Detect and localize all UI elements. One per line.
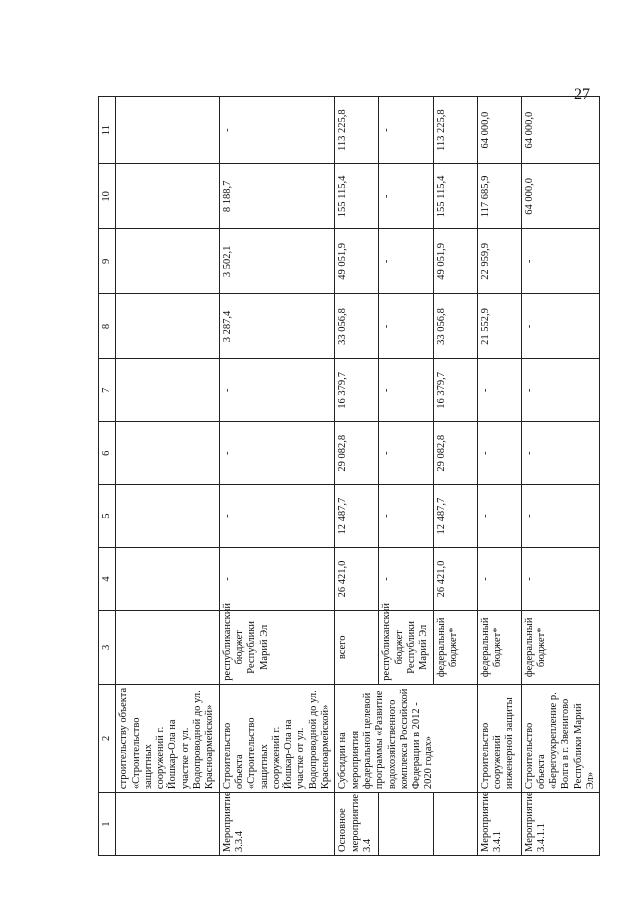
value-cell: 64 000,0 (477, 97, 521, 164)
value-cell: - (521, 485, 600, 548)
value-cell: 49 051,9 (433, 229, 477, 294)
value-cell (116, 229, 219, 294)
col-header: 1 (99, 793, 116, 856)
funding-source: федеральный бюджет* (477, 610, 521, 684)
value-cell: - (379, 294, 433, 359)
col-header: 7 (99, 359, 116, 422)
table-row (219, 97, 335, 856)
value-cell: 16 379,7 (335, 359, 379, 422)
measure-code: Мероприятие 3.4.1 (477, 793, 521, 856)
funding-source (116, 610, 219, 684)
col-header: 5 (99, 485, 116, 548)
col-header: 11 (99, 97, 116, 164)
value-cell: - (477, 548, 521, 611)
value-cell: - (219, 422, 335, 485)
value-cell: 64 000,0 (521, 164, 600, 229)
value-cell (116, 422, 219, 485)
measure-code (433, 793, 477, 856)
col-header: 8 (99, 294, 116, 359)
measure-name: строительству объекта «Строительство защитных сооружений г. Йошкар-Ола на участке от ул. Водопроводной до ул. Красноармейской» (116, 684, 219, 792)
value-cell: - (379, 229, 433, 294)
value-cell: 49 051,9 (335, 229, 379, 294)
value-cell: 8 188,7 (219, 164, 335, 229)
value-cell: - (521, 548, 600, 611)
table-row (477, 97, 521, 856)
col-header: 10 (99, 164, 116, 229)
value-cell: 3 502,1 (219, 229, 335, 294)
value-cell: - (477, 485, 521, 548)
header-row (99, 97, 116, 856)
value-cell: - (379, 422, 433, 485)
value-cell: 29 082,8 (335, 422, 379, 485)
col-header: 4 (99, 548, 116, 611)
value-cell: 3 287,4 (219, 294, 335, 359)
value-cell: 12 487,7 (433, 485, 477, 548)
value-cell: - (379, 485, 433, 548)
col-header: 9 (99, 229, 116, 294)
value-cell: - (477, 422, 521, 485)
value-cell: - (219, 485, 335, 548)
value-cell: 113 225,8 (335, 97, 379, 164)
value-cell (116, 97, 219, 164)
measure-name: Строительство объекта «Берегоукрепление р. Волга в г. Звенигово Республики Марий Эл» (521, 684, 600, 792)
col-header: 3 (99, 610, 116, 684)
value-cell: - (379, 164, 433, 229)
value-cell: - (521, 294, 600, 359)
value-cell: 113 225,8 (433, 97, 477, 164)
value-cell: - (219, 359, 335, 422)
measure-code (379, 793, 433, 856)
page-number: 27 (574, 86, 590, 103)
budget-table (98, 96, 600, 856)
value-cell: 26 421,0 (433, 548, 477, 611)
value-cell (116, 164, 219, 229)
table-row (521, 97, 600, 856)
value-cell (116, 485, 219, 548)
measure-name: Строительство сооружений инженерной защиты (477, 684, 521, 792)
value-cell: 12 487,7 (335, 485, 379, 548)
value-cell: 29 082,8 (433, 422, 477, 485)
value-cell: - (219, 548, 335, 611)
rotated-table-container (98, 96, 597, 856)
value-cell: - (379, 97, 433, 164)
value-cell: 155 115,4 (433, 164, 477, 229)
value-cell (116, 294, 219, 359)
funding-source: федеральный бюджет* (521, 610, 600, 684)
table-row (116, 97, 219, 856)
value-cell: 155 115,4 (335, 164, 379, 229)
value-cell: - (521, 422, 600, 485)
value-cell: - (521, 359, 600, 422)
table-row (335, 97, 379, 856)
value-cell (116, 359, 219, 422)
funding-source: республиканский бюджет Республики Марий Эл (379, 610, 433, 684)
measure-code: Мероприятие 3.4.1.1 (521, 793, 600, 856)
value-cell: - (379, 548, 433, 611)
value-cell: 16 379,7 (433, 359, 477, 422)
funding-source: республиканский бюджет Республики Марий Эл (219, 610, 335, 684)
value-cell: 21 552,9 (477, 294, 521, 359)
value-cell: 64 000,0 (521, 97, 600, 164)
value-cell: - (477, 359, 521, 422)
measure-code: Основное мероприятие 3.4 (335, 793, 379, 856)
value-cell: 33 056,8 (335, 294, 379, 359)
value-cell: - (219, 97, 335, 164)
value-cell: 26 421,0 (335, 548, 379, 611)
measure-code (116, 793, 219, 856)
value-cell: - (521, 229, 600, 294)
col-header: 2 (99, 684, 116, 792)
funding-source: федеральный бюджет* (433, 610, 477, 684)
col-header: 6 (99, 422, 116, 485)
value-cell: 117 685,9 (477, 164, 521, 229)
measure-code: Мероприятие 3.3.4 (219, 793, 335, 856)
value-cell: 22 959,9 (477, 229, 521, 294)
value-cell: 33 056,8 (433, 294, 477, 359)
value-cell (116, 548, 219, 611)
value-cell: - (379, 359, 433, 422)
funding-source: всего (335, 610, 379, 684)
measure-name: Строительство объекта «Строительство защитных сооружений г. Йошкар-Ола на участке от ул. Водопроводной до ул. Красноармейской» (219, 684, 335, 792)
measure-name: Субсидии на мероприятия федеральной целевой программы «Развитие водохозяйственного комплекса Российской Федерации в 2012 - 2020 годах» (335, 684, 477, 792)
